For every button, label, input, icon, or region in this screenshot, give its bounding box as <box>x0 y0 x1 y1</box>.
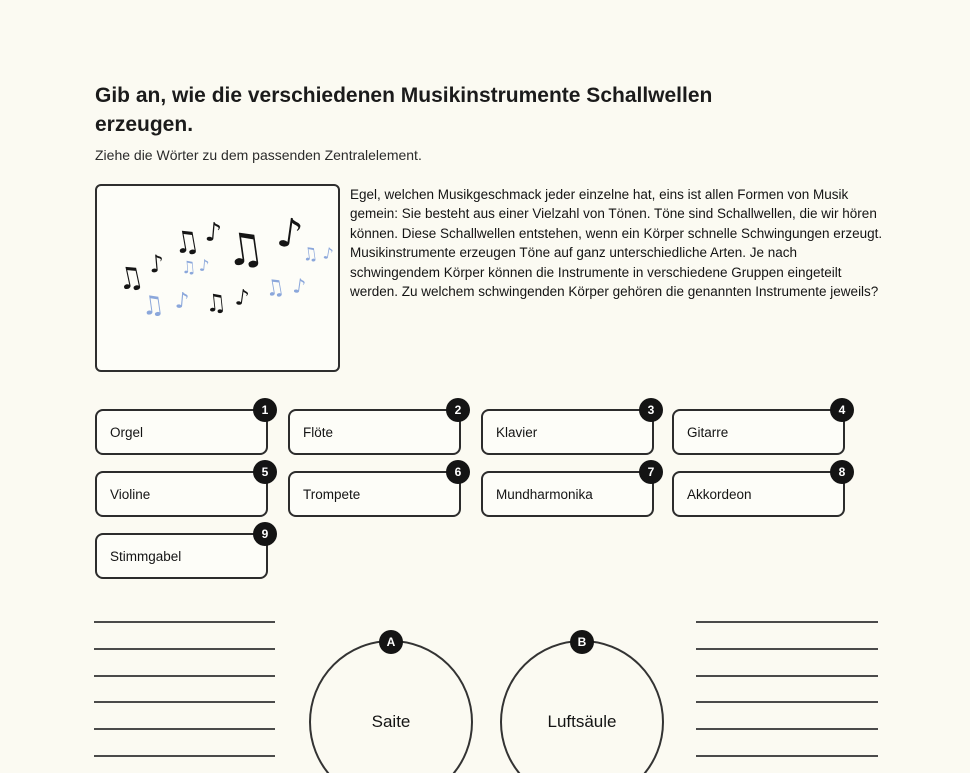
page-title: Gib an, wie die verschiedenen Musikinstrumente Schallwellen erzeugen. <box>95 84 713 136</box>
blank-answer-line <box>94 648 275 650</box>
draggable-word-box[interactable] <box>672 465 846 517</box>
music-note-icon: ♪ <box>173 288 191 315</box>
music-note-icon: ♫ <box>170 222 203 263</box>
blank-answer-line <box>94 755 275 757</box>
draggable-word-box[interactable] <box>288 465 462 517</box>
word-number-badge: 5 <box>253 460 277 484</box>
music-note-icon: ♫ <box>203 287 228 319</box>
music-note-icon: ♪ <box>321 243 335 264</box>
word-label: Flöte <box>303 424 334 440</box>
blank-answer-line <box>94 728 275 730</box>
music-note-icon: ♫ <box>300 242 320 267</box>
music-note-icon: ♪ <box>203 217 223 249</box>
blank-answer-line <box>696 755 878 757</box>
word-number-badge: 4 <box>830 398 854 422</box>
music-note-icon: ♫ <box>180 257 198 279</box>
blank-answer-line <box>696 648 878 650</box>
blank-answer-line <box>696 701 878 703</box>
music-notes-illustration <box>95 184 340 372</box>
word-number-badge: 3 <box>639 398 663 422</box>
music-note-icon: ♪ <box>147 249 166 279</box>
draggable-word-box[interactable] <box>672 403 846 455</box>
draggable-word-box[interactable] <box>95 527 269 579</box>
blank-answer-line <box>94 621 275 623</box>
word-label: Trompete <box>303 486 361 502</box>
drop-target-label: Saite <box>371 712 411 731</box>
word-label: Orgel <box>110 424 144 440</box>
word-label: Stimmgabel <box>110 548 182 564</box>
music-note-icon: ♫ <box>262 274 287 303</box>
instruction-text: Ziehe die Wörter zu dem passenden Zentralelement. <box>95 147 422 163</box>
music-note-icon: ♪ <box>233 285 251 312</box>
word-label: Klavier <box>496 424 538 440</box>
word-number-badge: 2 <box>446 398 470 422</box>
blank-answer-line <box>696 728 878 730</box>
drop-target-luftsaeule[interactable] <box>500 635 664 773</box>
music-note-icon: ♪ <box>273 209 306 259</box>
intro-paragraph-2: Musikinstrumente erzeugen Töne auf ganz unterschiedliche Arten. Je nach schwingendem Körper können die Instrumente in verschiedene Gruppen eingeteilt werden. Zu welchem schwingenden Körper gehören die genannten Instrumente jeweils? <box>350 245 879 300</box>
intro-text <box>350 185 884 301</box>
word-number-badge: 9 <box>253 522 277 546</box>
draggable-word-box[interactable] <box>288 403 462 455</box>
target-letter-badge: A <box>379 630 403 654</box>
music-note-icon: ♪ <box>198 255 211 276</box>
word-number-badge: 6 <box>446 460 470 484</box>
word-label: Violine <box>110 486 151 502</box>
music-note-icon: ♫ <box>139 289 167 323</box>
word-label: Mundharmonika <box>496 486 593 502</box>
word-number-badge: 8 <box>830 460 854 484</box>
word-number-badge: 1 <box>253 398 277 422</box>
draggable-word-box[interactable] <box>95 465 269 517</box>
word-number-badge: 7 <box>639 460 663 484</box>
music-note-icon: ♫ <box>113 258 148 299</box>
drop-target-label: Luftsäule <box>547 712 617 731</box>
music-note-icon: ♪ <box>291 273 308 299</box>
draggable-word-box[interactable] <box>481 465 655 517</box>
word-label: Akkordeon <box>687 486 752 502</box>
drop-target-saite[interactable] <box>309 635 473 773</box>
word-label: Gitarre <box>687 424 729 440</box>
blank-answer-line <box>94 701 275 703</box>
intro-paragraph-1: Egel, welchen Musikgeschmack jeder einzelne hat, eins ist allen Formen von Musik gemein: Sie besteht aus einer Vielzahl von Tönen. Töne sind Schallwellen, die wir hören können. Diese Schallwellen entstehen, wenn ein Körper schnelle Schwingungen erzeugt. <box>350 187 883 241</box>
music-note-icon: ♫ <box>221 221 268 278</box>
blank-answer-line <box>696 675 878 677</box>
draggable-word-box[interactable] <box>95 403 269 455</box>
draggable-word-box[interactable] <box>481 403 655 455</box>
target-letter-badge: B <box>570 630 594 654</box>
blank-answer-line <box>94 675 275 677</box>
blank-answer-line <box>696 621 878 623</box>
